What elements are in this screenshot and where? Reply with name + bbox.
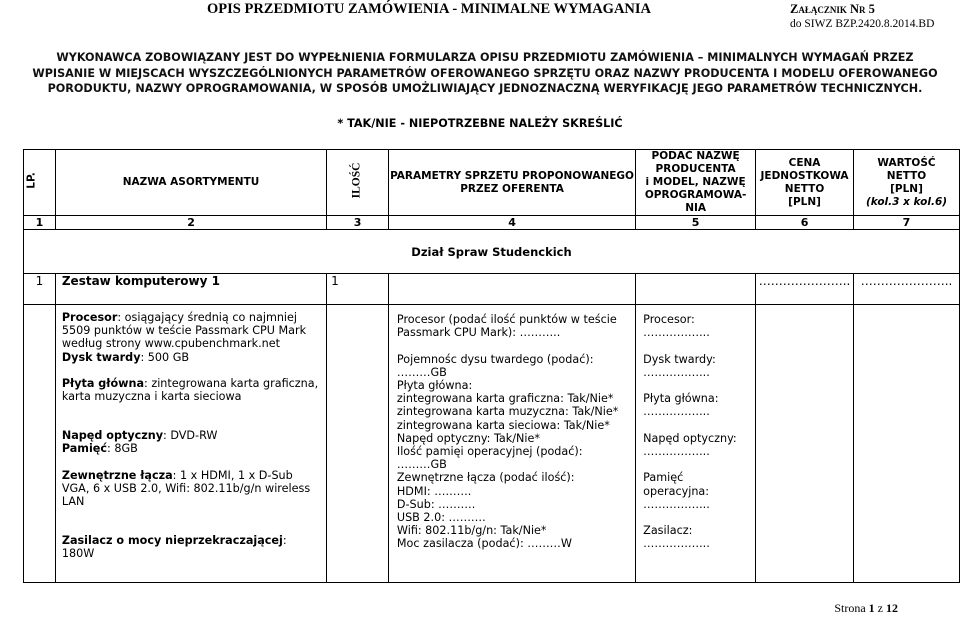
attachment-info xyxy=(790,2,934,32)
producer-line xyxy=(643,419,751,432)
param-line[interactable]: Passmark CPU Mark): ……….. xyxy=(396,326,561,340)
param-line[interactable]: HDMI: ………. xyxy=(396,484,472,498)
ports-text: : 1 x HDMI, 1 x D-Sub VGA, 6 x USB 2.0, Wifi: 802.11b/g/n wireless LAN xyxy=(61,468,311,509)
details-qty-blank xyxy=(327,305,389,583)
item-name: Zestaw komputerowy 1 xyxy=(55,274,326,305)
producer-line: Dysk twardy: xyxy=(643,352,716,366)
col-number: 5 xyxy=(636,216,756,230)
col-number: 1 xyxy=(24,216,56,230)
param-line[interactable]: Wifi: 802.11b/g/n: Tak/Nie* xyxy=(396,524,547,538)
attachment-number: Załącznik Nr 5 xyxy=(790,2,875,16)
unit-price-field[interactable]: ………………….. xyxy=(756,274,854,305)
producer-line: Pamięć xyxy=(643,471,684,485)
col-number: 6 xyxy=(756,216,854,230)
specification-table xyxy=(23,149,960,583)
producer-line: Procesor: xyxy=(643,313,695,326)
details-lp-blank xyxy=(24,305,56,583)
header-qty: ILOŚĆ xyxy=(327,150,389,216)
current-page: 1 xyxy=(868,601,875,615)
instructions-paragraph: WYKONAWCA ZOBOWIĄZANY JEST DO WYPEŁNIENIA FORMULARZA OPISU PRZEDMIOTU ZAMÓWIENIA – MINIMALNYCH WYMAGAŃ PRZEZ WPISANIE W MIEJSCACH WYSZCZEGÓLNIONYCH PARAMETRÓW OFEROWANEGO SPRZĘTU ORAZ NAZWY PRODUCENTA I MODELU OFEROWANEGO PORODUKTU, NAZWY OPROGRAMOWANIA, W SPOSÓB UMOŻLIWIAJĄCY JEDNOZNACZNĄ WERYFIKACJĘ JEGO PARAMETRÓW TECHNICZNYCH. xyxy=(32,51,938,95)
details-value-blank xyxy=(854,305,960,583)
motherboard-text: : zintegrowana karta graficzna, karta muzyczna i karta sieciowa xyxy=(61,376,319,404)
param-line[interactable]: ………GB xyxy=(396,365,447,379)
header-net-value: WARTOŚĆ NETTO [PLN] (kol.3 x kol.6) xyxy=(854,150,960,216)
param-line[interactable]: zintegrowana karta muzyczna: Tak/Nie* xyxy=(396,405,619,419)
producer-line xyxy=(643,339,751,352)
param-line: Procesor (podać ilość punktów w teście xyxy=(396,313,617,326)
column-number-row xyxy=(24,216,960,230)
producer-line[interactable]: ……………... xyxy=(643,497,710,511)
producer-line xyxy=(643,458,751,471)
cpu-label: Procesor xyxy=(61,311,118,324)
producer-line[interactable]: ……………... xyxy=(643,445,710,459)
details-price-blank xyxy=(756,305,854,583)
col-number: 2 xyxy=(55,216,326,230)
param-line[interactable]: Moc zasilacza (podać): ………W xyxy=(396,537,572,551)
reference-number: do SIWZ BZP.2420.8.2014.BD xyxy=(790,18,935,30)
department-row xyxy=(24,230,960,274)
param-line[interactable]: ………GB xyxy=(396,458,447,472)
header-row xyxy=(24,150,960,216)
param-line[interactable]: zintegrowana karta sieciowa: Tak/Nie* xyxy=(396,418,610,432)
item-row xyxy=(24,274,960,305)
param-line: Ilość pamięi operacyjnej (podać): xyxy=(396,445,583,459)
tak-nie-note: * TAK/NIE - NIEPOTRZEBNE NALEŻY SKREŚLIĆ xyxy=(337,117,623,130)
producer-line[interactable]: ……………... xyxy=(643,405,710,419)
minimum-requirements xyxy=(55,305,326,583)
disk-label: Dysk twardy xyxy=(61,350,141,364)
ports-label: Zewnętrzne łącza xyxy=(61,468,173,482)
header-params: PARAMETRY SPRZETU PROPONOWANEGO PRZEZ OFERENTA xyxy=(388,150,635,216)
producer-model-fields xyxy=(636,305,756,583)
item-details-row xyxy=(24,305,960,583)
param-line: Płyta główna: xyxy=(396,379,473,393)
net-value-field[interactable]: ………………….. xyxy=(854,274,960,305)
header-name: NAZWA ASORTYMENTU xyxy=(55,150,326,216)
producer-line: operacyjna: xyxy=(643,484,710,498)
param-line xyxy=(397,339,631,352)
col-number: 4 xyxy=(388,216,635,230)
item-params-blank xyxy=(388,274,635,305)
ram-text: : 8GB xyxy=(107,442,138,456)
param-line[interactable]: Napęd optyczny: Tak/Nie* xyxy=(396,431,540,445)
psu-text: : 180W xyxy=(61,534,287,561)
optical-label: Napęd optyczny xyxy=(61,429,164,443)
offered-parameters xyxy=(388,305,635,583)
producer-line: Płyta główna: xyxy=(643,392,719,406)
ram-label: Pamięć xyxy=(61,442,108,456)
header-producer: PODAĆ NAZWĘ PRODUCENTA i MODEL, NAZWĘ OPROGRAMOWA- NIA xyxy=(636,150,756,216)
disk-text: : 500 GB xyxy=(140,350,190,364)
producer-line[interactable]: ……………... xyxy=(643,326,710,340)
param-line[interactable]: USB 2.0: ………. xyxy=(396,511,486,525)
col-number: 3 xyxy=(327,216,389,230)
page-indicator: Strona 1 z 12 xyxy=(834,601,898,615)
producer-line xyxy=(643,379,751,392)
header-lp: LP. xyxy=(24,150,56,216)
producer-line xyxy=(643,511,751,524)
producer-line[interactable]: ……………... xyxy=(643,365,710,379)
motherboard-label: Płyta główna xyxy=(61,376,144,390)
param-line: Pojemnośc dysu twardego (podać): xyxy=(396,352,594,366)
psu-label: Zasilacz o mocy nieprzekraczającej xyxy=(61,534,283,548)
optical-text: : DVD-RW xyxy=(163,429,218,443)
header-unit-price: CENA JEDNOSTKOWA NETTO [PLN] xyxy=(756,150,854,216)
producer-line[interactable]: ……………... xyxy=(643,537,710,551)
document-title: OPIS PRZEDMIOTU ZAMÓWIENIA - MINIMALNE WYMAGANIA xyxy=(207,1,652,17)
item-producer-blank xyxy=(636,274,756,305)
department-name: Dział Spraw Studenckich xyxy=(24,230,960,274)
param-line: Zewnętrzne łącza (podać ilość): xyxy=(396,471,575,485)
param-line[interactable]: zintegrowana karta graficzna: Tak/Nie* xyxy=(396,392,614,406)
producer-line: Napęd optyczny: xyxy=(643,431,737,445)
total-pages: 12 xyxy=(886,601,898,615)
param-line[interactable]: D-Sub: ………. xyxy=(396,497,476,511)
item-lp: 1 xyxy=(24,274,56,305)
cpu-text: : osiągający średnią co najmniej 5509 punktów w teście Passmark CPU Mark według strony www.cpubenchmark.net xyxy=(61,311,307,351)
item-qty: 1 xyxy=(327,274,389,305)
col-number: 7 xyxy=(854,216,960,230)
producer-line: Zasilacz: xyxy=(643,524,693,538)
